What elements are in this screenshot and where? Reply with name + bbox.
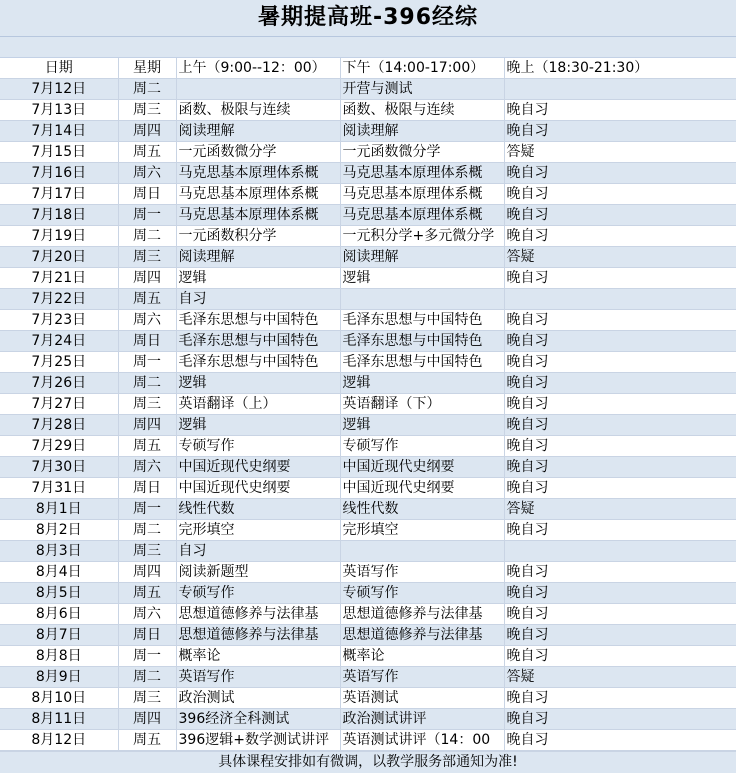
- cell-morning[interactable]: 英语写作: [176, 667, 340, 688]
- cell-morning[interactable]: 中国近现代史纲要: [176, 457, 340, 478]
- table-row: [0, 604, 736, 625]
- cell-day[interactable]: 周四: [118, 121, 176, 142]
- cell-day[interactable]: 周六: [118, 310, 176, 331]
- cell-afternoon[interactable]: 马克思基本原理体系概: [340, 205, 504, 226]
- cell-evening[interactable]: [504, 79, 736, 100]
- cell-evening[interactable]: 晚自习: [504, 352, 736, 373]
- cell-morning[interactable]: 马克思基本原理体系概: [176, 163, 340, 184]
- cell-afternoon[interactable]: 英语翻译（下）: [340, 394, 504, 415]
- schedule-table: [0, 58, 736, 751]
- cell-day[interactable]: 周一: [118, 205, 176, 226]
- cell-afternoon[interactable]: 专硕写作: [340, 583, 504, 604]
- cell-morning[interactable]: 逻辑: [176, 268, 340, 289]
- cell-day[interactable]: 周三: [118, 688, 176, 709]
- cell-day[interactable]: 周日: [118, 478, 176, 499]
- cell-morning[interactable]: 马克思基本原理体系概: [176, 205, 340, 226]
- cell-day[interactable]: 周二: [118, 667, 176, 688]
- cell-date[interactable]: 8月12日: [0, 730, 118, 751]
- cell-afternoon[interactable]: 毛泽东思想与中国特色: [340, 310, 504, 331]
- table-row: [0, 520, 736, 541]
- cell-morning[interactable]: 自习: [176, 541, 340, 562]
- cell-afternoon[interactable]: 思想道德修养与法律基: [340, 604, 504, 625]
- cell-day[interactable]: 周二: [118, 520, 176, 541]
- cell-afternoon[interactable]: 阅读理解: [340, 247, 504, 268]
- cell-date[interactable]: 7月16日: [0, 163, 118, 184]
- cell-morning[interactable]: 逻辑: [176, 373, 340, 394]
- cell-date[interactable]: 7月20日: [0, 247, 118, 268]
- cell-date[interactable]: 7月23日: [0, 310, 118, 331]
- cell-afternoon[interactable]: 英语写作: [340, 562, 504, 583]
- cell-date[interactable]: 7月26日: [0, 373, 118, 394]
- table-row: [0, 415, 736, 436]
- cell-evening[interactable]: 晚自习: [504, 688, 736, 709]
- table-row: [0, 247, 736, 268]
- cell-date[interactable]: 7月18日: [0, 205, 118, 226]
- table-row: [0, 226, 736, 247]
- cell-date[interactable]: 7月22日: [0, 289, 118, 310]
- cell-evening[interactable]: 晚自习: [504, 163, 736, 184]
- cell-date[interactable]: 7月21日: [0, 268, 118, 289]
- cell-afternoon[interactable]: 英语测试讲评（14：00: [340, 730, 504, 751]
- cell-morning[interactable]: 概率论: [176, 646, 340, 667]
- cell-day[interactable]: 周日: [118, 184, 176, 205]
- cell-morning[interactable]: 毛泽东思想与中国特色: [176, 352, 340, 373]
- cell-evening[interactable]: 晚自习: [504, 436, 736, 457]
- cell-date[interactable]: 8月5日: [0, 583, 118, 604]
- cell-evening[interactable]: 晚自习: [504, 226, 736, 247]
- cell-morning[interactable]: 阅读理解: [176, 121, 340, 142]
- cell-evening[interactable]: 晚自习: [504, 520, 736, 541]
- table-row: [0, 541, 736, 562]
- cell-afternoon[interactable]: 毛泽东思想与中国特色: [340, 352, 504, 373]
- cell-evening[interactable]: 晚自习: [504, 457, 736, 478]
- header-date[interactable]: 日期: [0, 58, 118, 79]
- footer-note[interactable]: 具体课程安排如有微调，以教学服务部通知为准!: [0, 751, 736, 773]
- table-row: [0, 289, 736, 310]
- cell-morning[interactable]: [176, 79, 340, 100]
- cell-evening[interactable]: 晚自习: [504, 478, 736, 499]
- table-row: [0, 352, 736, 373]
- table-row: [0, 457, 736, 478]
- table-row: [0, 310, 736, 331]
- cell-morning[interactable]: 阅读理解: [176, 247, 340, 268]
- cell-afternoon[interactable]: 阅读理解: [340, 121, 504, 142]
- blank-row[interactable]: [0, 37, 736, 58]
- table-row: [0, 331, 736, 352]
- cell-evening[interactable]: 答疑: [504, 142, 736, 163]
- cell-afternoon[interactable]: [340, 541, 504, 562]
- table-row: [0, 709, 736, 730]
- cell-day[interactable]: 周五: [118, 142, 176, 163]
- cell-afternoon[interactable]: 政治测试讲评: [340, 709, 504, 730]
- cell-date[interactable]: 8月7日: [0, 625, 118, 646]
- cell-afternoon[interactable]: 中国近现代史纲要: [340, 478, 504, 499]
- cell-day[interactable]: 周二: [118, 373, 176, 394]
- cell-afternoon[interactable]: 思想道德修养与法律基: [340, 625, 504, 646]
- table-row: [0, 478, 736, 499]
- cell-afternoon[interactable]: 开营与测试: [340, 79, 504, 100]
- cell-evening[interactable]: 晚自习: [504, 100, 736, 121]
- header-day[interactable]: 星期: [118, 58, 176, 79]
- cell-afternoon[interactable]: 毛泽东思想与中国特色: [340, 331, 504, 352]
- table-row: [0, 646, 736, 667]
- cell-day[interactable]: 周一: [118, 499, 176, 520]
- cell-date[interactable]: 7月19日: [0, 226, 118, 247]
- header-morning[interactable]: 上午（9:00--12：00）: [176, 58, 340, 79]
- cell-day[interactable]: 周五: [118, 436, 176, 457]
- cell-morning[interactable]: 函数、极限与连续: [176, 100, 340, 121]
- cell-morning[interactable]: 专硕写作: [176, 436, 340, 457]
- cell-day[interactable]: 周五: [118, 730, 176, 751]
- cell-morning[interactable]: 英语翻译（上）: [176, 394, 340, 415]
- cell-date[interactable]: 7月14日: [0, 121, 118, 142]
- cell-date[interactable]: 7月31日: [0, 478, 118, 499]
- cell-day[interactable]: 周一: [118, 646, 176, 667]
- cell-date[interactable]: 8月10日: [0, 688, 118, 709]
- table-row: [0, 667, 736, 688]
- table-row: [0, 583, 736, 604]
- cell-morning[interactable]: 政治测试: [176, 688, 340, 709]
- cell-evening[interactable]: 答疑: [504, 247, 736, 268]
- cell-date[interactable]: 8月4日: [0, 562, 118, 583]
- table-row: [0, 79, 736, 100]
- cell-afternoon[interactable]: 马克思基本原理体系概: [340, 184, 504, 205]
- cell-evening[interactable]: 晚自习: [504, 310, 736, 331]
- table-row: [0, 142, 736, 163]
- cell-evening[interactable]: 答疑: [504, 667, 736, 688]
- cell-morning[interactable]: 思想道德修养与法律基: [176, 604, 340, 625]
- cell-afternoon[interactable]: 一元积分学+多元微分学: [340, 226, 504, 247]
- table-row: [0, 373, 736, 394]
- cell-evening[interactable]: 晚自习: [504, 730, 736, 751]
- cell-date[interactable]: 8月1日: [0, 499, 118, 520]
- cell-evening[interactable]: 晚自习: [504, 562, 736, 583]
- table-row: [0, 562, 736, 583]
- cell-morning[interactable]: 逻辑: [176, 415, 340, 436]
- cell-date[interactable]: 8月6日: [0, 604, 118, 625]
- cell-morning[interactable]: 396逻辑+数学测试讲评: [176, 730, 340, 751]
- cell-evening[interactable]: 晚自习: [504, 184, 736, 205]
- table-row: [0, 100, 736, 121]
- header-row: [0, 58, 736, 79]
- table-row: [0, 394, 736, 415]
- cell-afternoon[interactable]: 英语写作: [340, 667, 504, 688]
- cell-evening[interactable]: 晚自习: [504, 709, 736, 730]
- cell-date[interactable]: 8月3日: [0, 541, 118, 562]
- cell-date[interactable]: 7月29日: [0, 436, 118, 457]
- cell-day[interactable]: 周五: [118, 583, 176, 604]
- cell-morning[interactable]: 毛泽东思想与中国特色: [176, 331, 340, 352]
- cell-day[interactable]: 周三: [118, 394, 176, 415]
- cell-afternoon[interactable]: 英语测试: [340, 688, 504, 709]
- cell-evening[interactable]: 晚自习: [504, 373, 736, 394]
- cell-evening[interactable]: 晚自习: [504, 625, 736, 646]
- cell-morning[interactable]: 完形填空: [176, 520, 340, 541]
- cell-evening[interactable]: 晚自习: [504, 646, 736, 667]
- cell-morning[interactable]: 一元函数积分学: [176, 226, 340, 247]
- table-row: [0, 163, 736, 184]
- cell-morning[interactable]: 马克思基本原理体系概: [176, 184, 340, 205]
- cell-day[interactable]: 周日: [118, 331, 176, 352]
- table-row: [0, 499, 736, 520]
- cell-evening[interactable]: 晚自习: [504, 583, 736, 604]
- cell-date[interactable]: 7月15日: [0, 142, 118, 163]
- cell-evening[interactable]: 晚自习: [504, 394, 736, 415]
- cell-morning[interactable]: 中国近现代史纲要: [176, 478, 340, 499]
- cell-afternoon[interactable]: 马克思基本原理体系概: [340, 163, 504, 184]
- cell-afternoon[interactable]: [340, 289, 504, 310]
- header-evening[interactable]: 晚上（18:30-21:30）: [504, 58, 736, 79]
- cell-morning[interactable]: 自习: [176, 289, 340, 310]
- cell-morning[interactable]: 专硕写作: [176, 583, 340, 604]
- cell-day[interactable]: 周一: [118, 352, 176, 373]
- header-afternoon[interactable]: 下午（14:00-17:00）: [340, 58, 504, 79]
- table-row: [0, 730, 736, 751]
- cell-morning[interactable]: 线性代数: [176, 499, 340, 520]
- cell-evening[interactable]: 晚自习: [504, 415, 736, 436]
- cell-evening[interactable]: 晚自习: [504, 331, 736, 352]
- cell-day[interactable]: 周三: [118, 247, 176, 268]
- cell-afternoon[interactable]: 专硕写作: [340, 436, 504, 457]
- cell-afternoon[interactable]: 函数、极限与连续: [340, 100, 504, 121]
- cell-evening[interactable]: 晚自习: [504, 121, 736, 142]
- cell-day[interactable]: 周二: [118, 226, 176, 247]
- table-row: [0, 436, 736, 457]
- cell-evening[interactable]: 晚自习: [504, 604, 736, 625]
- cell-day[interactable]: 周四: [118, 562, 176, 583]
- cell-afternoon[interactable]: 一元函数微分学: [340, 142, 504, 163]
- cell-morning[interactable]: 396经济全科测试: [176, 709, 340, 730]
- cell-date[interactable]: 8月8日: [0, 646, 118, 667]
- cell-day[interactable]: 周日: [118, 625, 176, 646]
- cell-afternoon[interactable]: 逻辑: [340, 415, 504, 436]
- cell-afternoon[interactable]: 概率论: [340, 646, 504, 667]
- cell-afternoon[interactable]: 逻辑: [340, 373, 504, 394]
- cell-day[interactable]: 周四: [118, 268, 176, 289]
- cell-day[interactable]: 周二: [118, 79, 176, 100]
- cell-date[interactable]: 7月13日: [0, 100, 118, 121]
- cell-day[interactable]: 周四: [118, 415, 176, 436]
- cell-afternoon[interactable]: 中国近现代史纲要: [340, 457, 504, 478]
- table-row: [0, 184, 736, 205]
- cell-date[interactable]: 7月12日: [0, 79, 118, 100]
- cell-day[interactable]: 周六: [118, 604, 176, 625]
- cell-day[interactable]: 周三: [118, 100, 176, 121]
- table-row: [0, 688, 736, 709]
- cell-evening[interactable]: [504, 541, 736, 562]
- cell-date[interactable]: 8月2日: [0, 520, 118, 541]
- cell-date[interactable]: 8月11日: [0, 709, 118, 730]
- cell-day[interactable]: 周六: [118, 163, 176, 184]
- cell-evening[interactable]: 晚自习: [504, 268, 736, 289]
- cell-date[interactable]: 7月27日: [0, 394, 118, 415]
- cell-day[interactable]: 周三: [118, 541, 176, 562]
- cell-morning[interactable]: 阅读新题型: [176, 562, 340, 583]
- cell-afternoon[interactable]: 线性代数: [340, 499, 504, 520]
- cell-evening[interactable]: 晚自习: [504, 205, 736, 226]
- cell-day[interactable]: 周五: [118, 289, 176, 310]
- cell-day[interactable]: 周六: [118, 457, 176, 478]
- cell-morning[interactable]: 思想道德修养与法律基: [176, 625, 340, 646]
- cell-morning[interactable]: 毛泽东思想与中国特色: [176, 310, 340, 331]
- table-row: [0, 205, 736, 226]
- cell-afternoon[interactable]: 完形填空: [340, 520, 504, 541]
- cell-evening[interactable]: [504, 289, 736, 310]
- cell-day[interactable]: 周四: [118, 709, 176, 730]
- cell-afternoon[interactable]: 逻辑: [340, 268, 504, 289]
- cell-date[interactable]: 7月17日: [0, 184, 118, 205]
- table-row: [0, 121, 736, 142]
- cell-morning[interactable]: 一元函数微分学: [176, 142, 340, 163]
- cell-date[interactable]: 7月24日: [0, 331, 118, 352]
- cell-date[interactable]: 7月30日: [0, 457, 118, 478]
- cell-evening[interactable]: 答疑: [504, 499, 736, 520]
- table-row: [0, 268, 736, 289]
- cell-date[interactable]: 7月25日: [0, 352, 118, 373]
- cell-date[interactable]: 8月9日: [0, 667, 118, 688]
- table-row: [0, 625, 736, 646]
- sheet-title[interactable]: 暑期提高班-396经综: [0, 0, 736, 37]
- cell-date[interactable]: 7月28日: [0, 415, 118, 436]
